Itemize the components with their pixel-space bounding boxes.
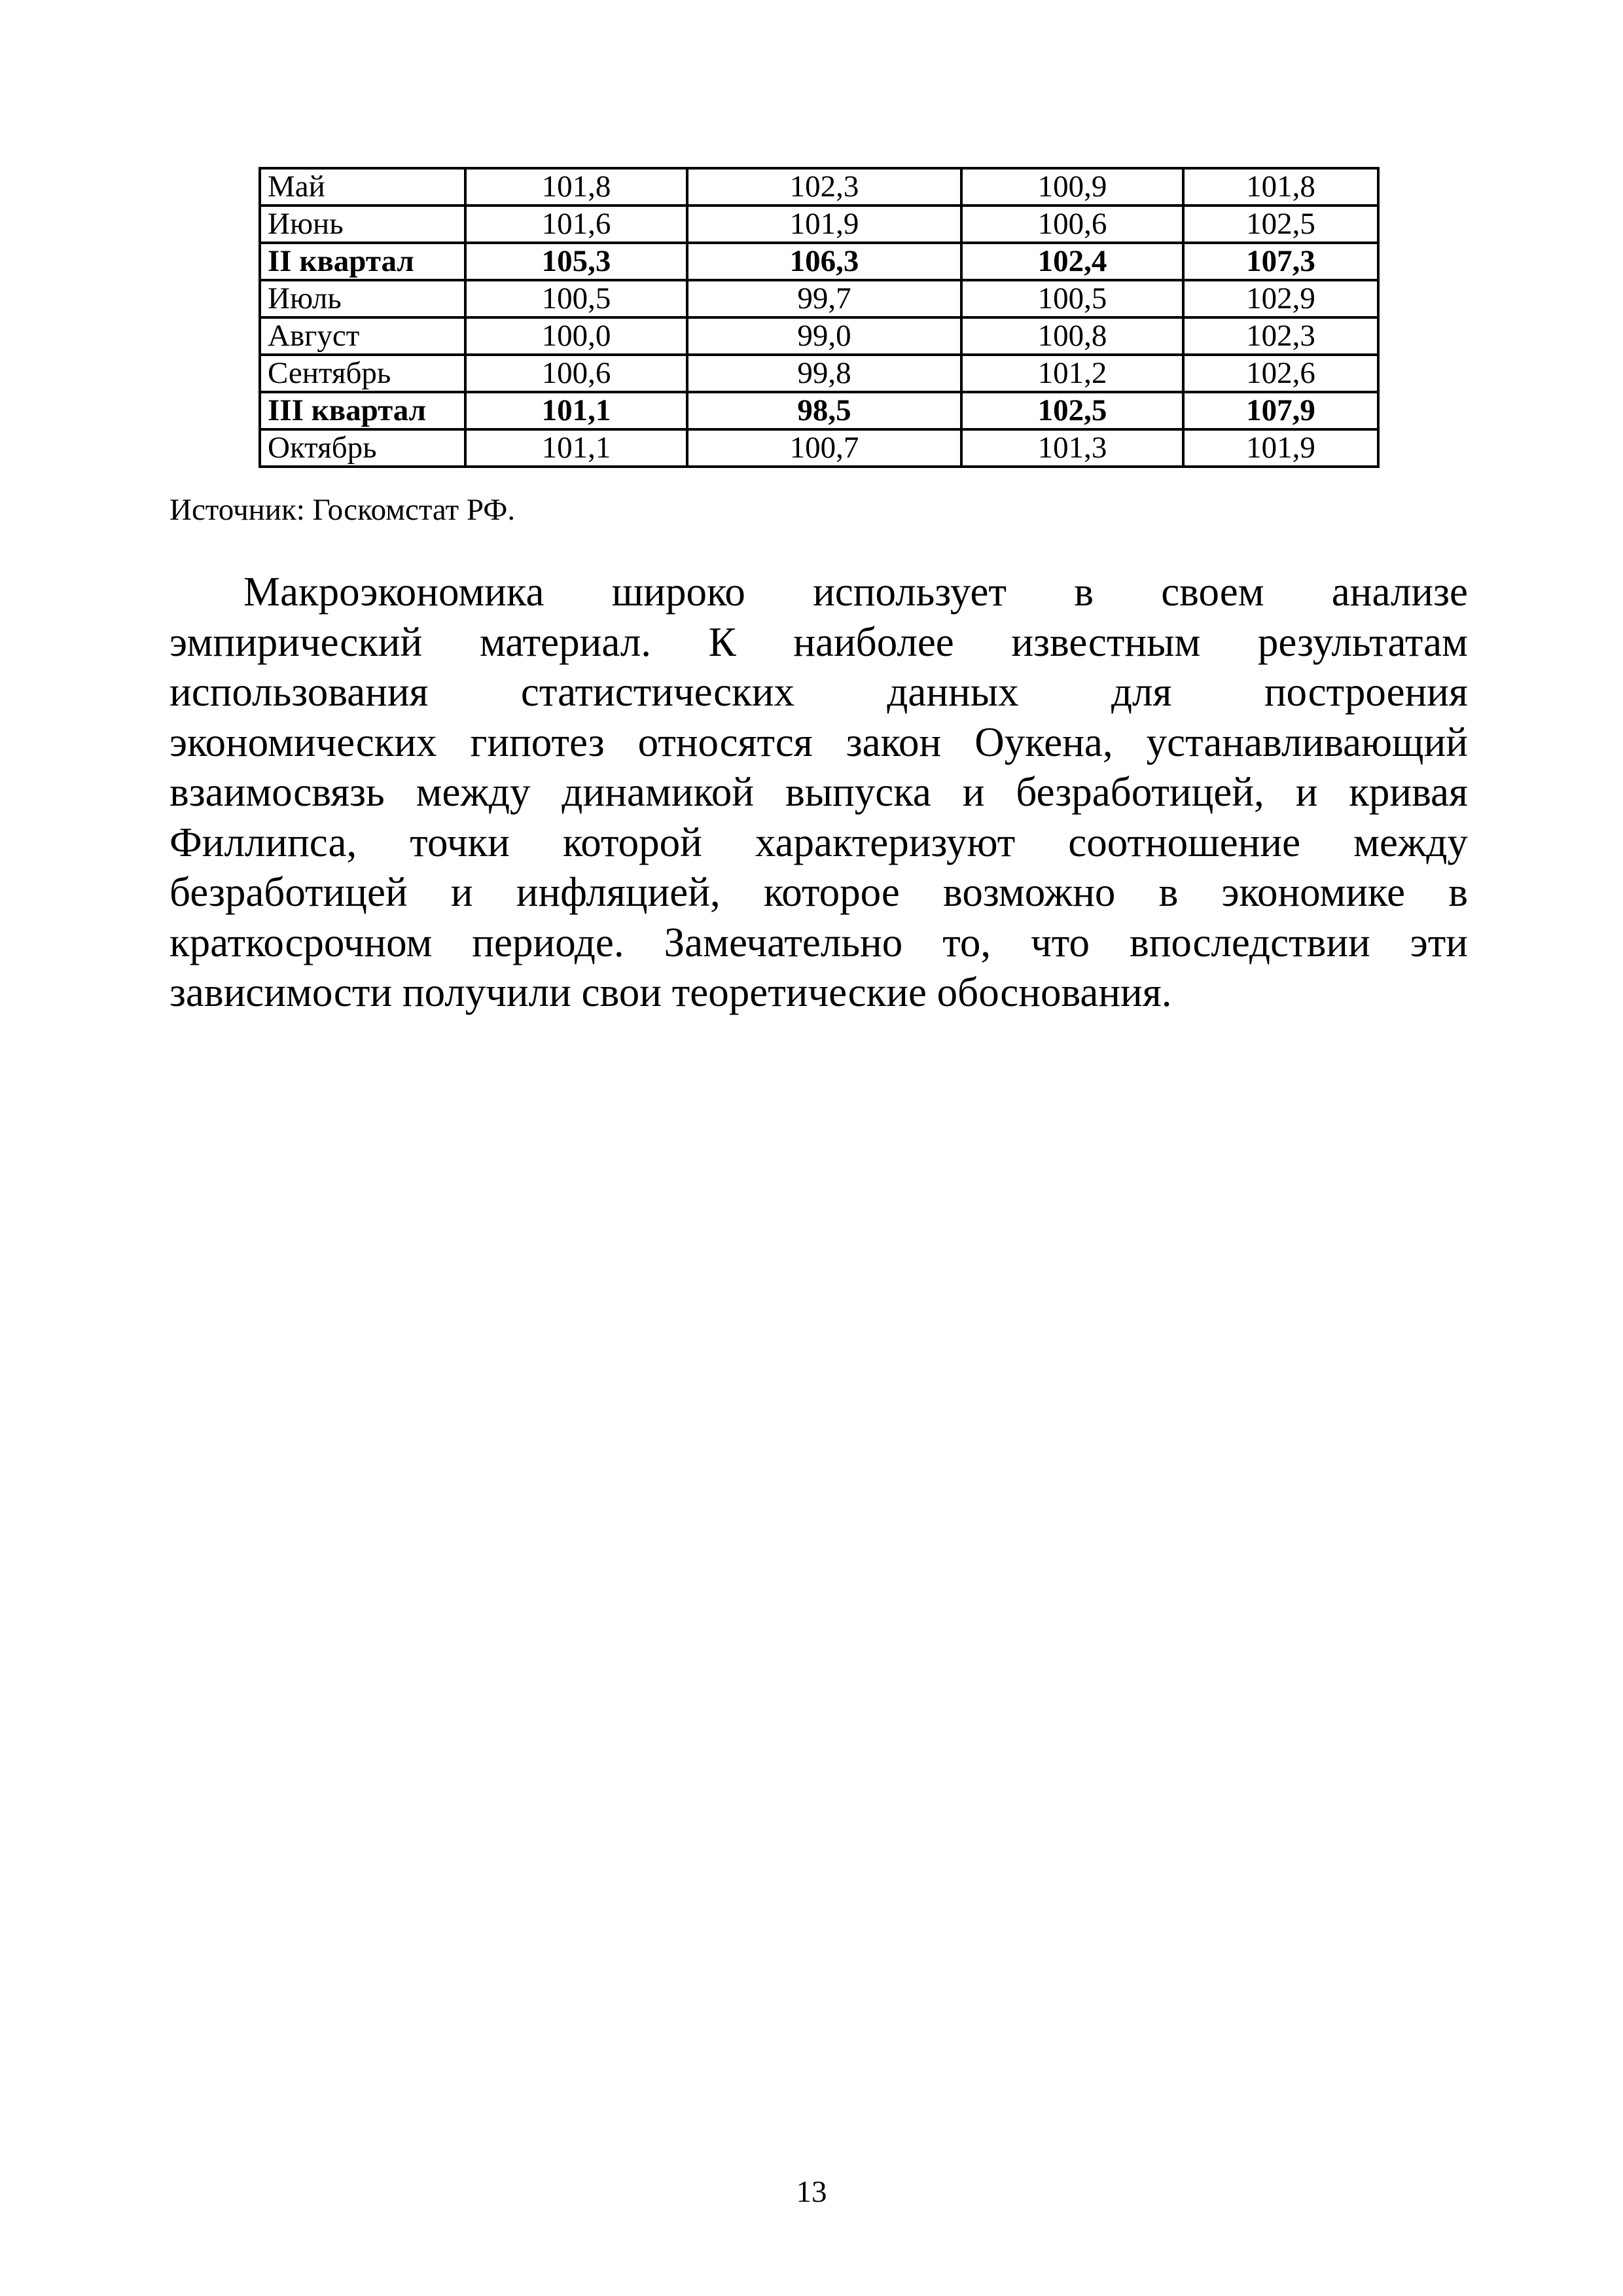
paragraph-line: Филлипса, точки которой характеризуют соотношение между <box>169 819 1468 865</box>
table-cell: 106,3 <box>687 243 961 280</box>
table-cell: 100,9 <box>961 168 1183 206</box>
table-cell: 98,5 <box>687 392 961 429</box>
table-cell: 100,5 <box>465 280 687 317</box>
table-cell: 101,1 <box>465 392 687 429</box>
table-cell: 102,4 <box>961 243 1183 280</box>
table-cell: 102,3 <box>1183 317 1378 355</box>
table-row <box>260 355 1378 392</box>
page-number: 13 <box>796 2175 827 2209</box>
row-label: Сентябрь <box>260 355 465 392</box>
table-cell: 99,0 <box>687 317 961 355</box>
table-cell: 107,3 <box>1183 243 1378 280</box>
row-label: III квартал <box>260 392 465 429</box>
table-cell: 101,8 <box>465 168 687 206</box>
source-note: Источник: Госкомстат РФ. <box>169 493 516 527</box>
table-row <box>260 206 1378 243</box>
table-cell: 101,6 <box>465 206 687 243</box>
table-cell: 101,1 <box>465 429 687 467</box>
paragraph-line: взаимосвязь между динамикой выпуска и безработицей, и кривая <box>169 769 1468 815</box>
paragraph-line: эмпирический материал. К наиболее известным результатам <box>169 619 1468 665</box>
paragraph-line: зависимости получили свои теоретические обоснования. <box>169 969 1172 1015</box>
table-cell: 100,8 <box>961 317 1183 355</box>
table-cell: 101,2 <box>961 355 1183 392</box>
table-row <box>260 280 1378 317</box>
table-row <box>260 317 1378 355</box>
table-cell: 99,7 <box>687 280 961 317</box>
table-cell: 100,6 <box>465 355 687 392</box>
paragraph-line: безработицей и инфляцией, которое возможно в экономике в <box>169 869 1468 915</box>
body-paragraph <box>169 567 1468 1018</box>
table-row <box>260 392 1378 429</box>
table-cell: 100,7 <box>687 429 961 467</box>
table-row <box>260 429 1378 467</box>
table-cell: 101,8 <box>1183 168 1378 206</box>
statistics-table <box>259 167 1380 468</box>
row-label: Июль <box>260 280 465 317</box>
paragraph-line: использования статистических данных для построения <box>169 669 1468 715</box>
table-cell: 101,9 <box>1183 429 1378 467</box>
paragraph-line: Макроэкономика широко использует в своем анализе <box>243 569 1468 615</box>
row-label: Июнь <box>260 206 465 243</box>
table-cell: 100,6 <box>961 206 1183 243</box>
row-label: II квартал <box>260 243 465 280</box>
table-cell: 105,3 <box>465 243 687 280</box>
table-cell: 107,9 <box>1183 392 1378 429</box>
table-cell: 102,9 <box>1183 280 1378 317</box>
table-cell: 100,0 <box>465 317 687 355</box>
paragraph-line: краткосрочном периоде. Замечательно то, что впоследствии эти <box>169 919 1468 965</box>
row-label: Май <box>260 168 465 206</box>
row-label: Октябрь <box>260 429 465 467</box>
table-cell: 102,6 <box>1183 355 1378 392</box>
table-cell: 101,3 <box>961 429 1183 467</box>
table-cell: 102,5 <box>1183 206 1378 243</box>
paragraph-line: экономических гипотез относятся закон Оукена, устанавливающий <box>169 719 1468 765</box>
table-cell: 99,8 <box>687 355 961 392</box>
table-cell: 100,5 <box>961 280 1183 317</box>
table-cell: 102,5 <box>961 392 1183 429</box>
table-cell: 101,9 <box>687 206 961 243</box>
table-row <box>260 243 1378 280</box>
table-cell: 102,3 <box>687 168 961 206</box>
table-row <box>260 168 1378 206</box>
row-label: Август <box>260 317 465 355</box>
